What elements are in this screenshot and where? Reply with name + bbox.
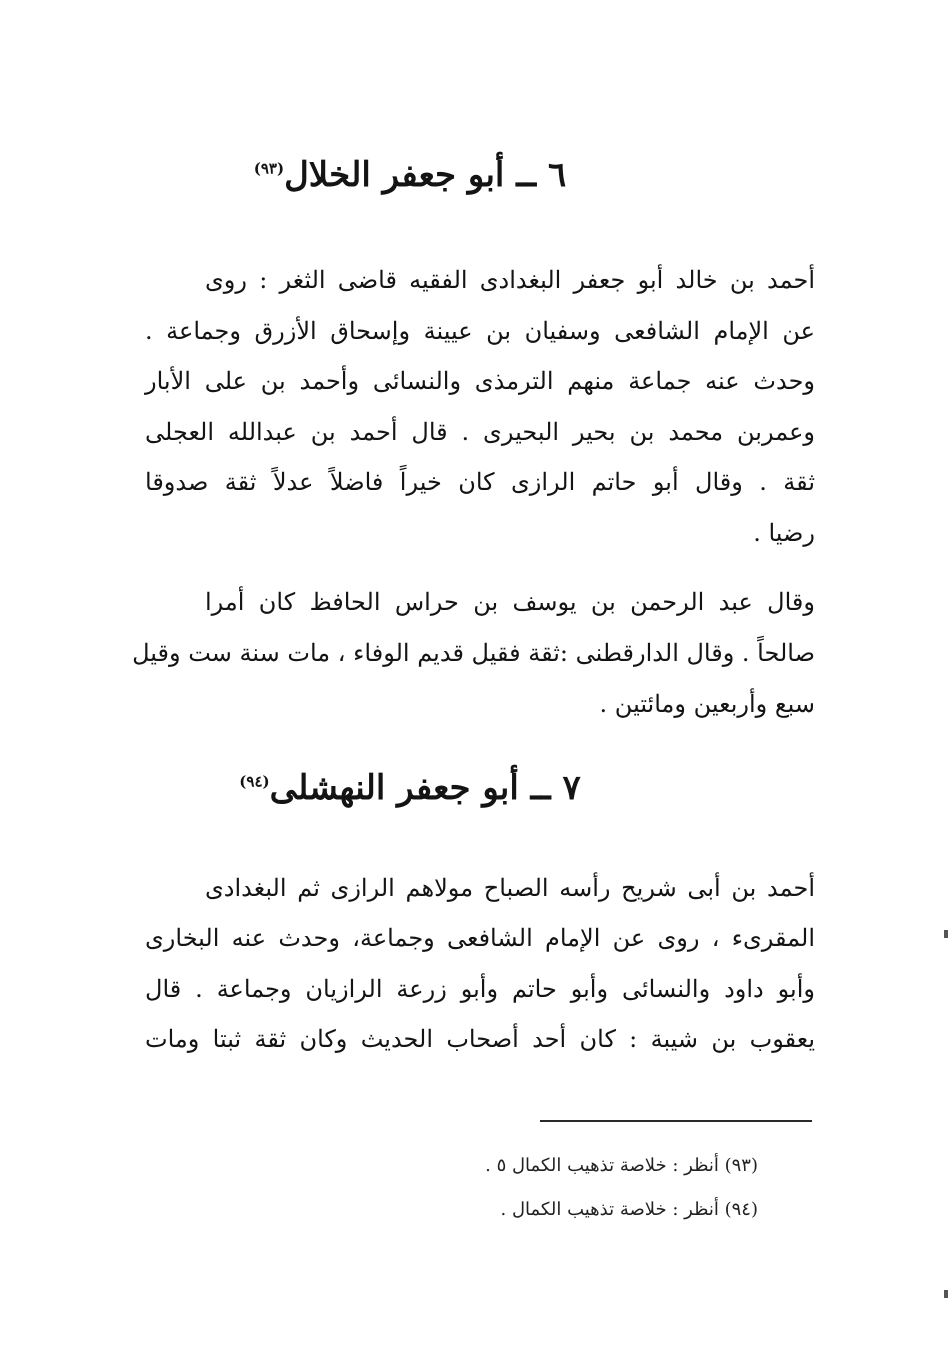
text-line: يعقوب بن شيبة : كان أحد أصحاب الحديث وكان ثقة ثبتا ومات — [145, 1025, 816, 1053]
text-line: وحدث عنه جماعة منهم الترمذى والنسائى وأحمد بن على الأبار — [145, 367, 815, 395]
text-line: أحمد بن أبى شريح رأسه الصباح مولاهم الرازى ثم البغدادى — [205, 874, 815, 902]
section-title: أبو جعفر النهشلى — [269, 768, 519, 808]
footnote: (٩٣) أنظر : خلاصة تذهيب الكمال ٥ . — [485, 1155, 758, 1176]
footnote-ref: (٩٤) — [239, 772, 270, 791]
section-dash: ــ — [530, 768, 551, 808]
section-number: ٦ — [547, 155, 567, 195]
section-number: ٧ — [562, 768, 581, 808]
section-title: أبو جعفر الخلال — [284, 155, 505, 195]
text-line: ثقة . وقال أبو حاتم الرازى كان خيراً فاضلاً عدلاً ثقة صدوقا — [145, 468, 815, 496]
text-line: رضيا . — [753, 519, 815, 547]
text-line: المقرىء ، روى عن الإمام الشافعى وجماعة، وحدث عنه البخارى — [145, 924, 815, 952]
scan-mark — [944, 930, 948, 938]
text-line: أحمد بن خالد أبو جعفر البغدادى الفقيه قاضى الثغر : روى — [205, 266, 815, 294]
scan-mark — [944, 1290, 948, 1298]
footnote-separator — [540, 1120, 812, 1122]
text-line: عن الإمام الشافعى وسفيان بن عيينة وإسحاق الأزرق وجماعة . — [145, 317, 815, 345]
text-line: وعمربن محمد بن بحير البحيرى . قال أحمد بن عبدالله العجلى — [145, 418, 815, 446]
text-line: سبع وأربعين ومائتين . — [599, 690, 815, 718]
section-heading-6 — [140, 153, 680, 197]
section-dash: ــ — [516, 155, 537, 195]
section-heading-7 — [140, 766, 680, 810]
footnote-ref: (٩٣) — [253, 159, 285, 178]
text-line: صالحاً . وقال الدارقطنى :ثقة فقيل قديم الوفاء ، مات سنة ست وقيل — [132, 639, 815, 667]
footnote: (٩٤) أنظر : خلاصة تذهيب الكمال . — [500, 1199, 758, 1220]
text-line: وقال عبد الرحمن بن يوسف بن حراس الحافظ كان أمرا — [205, 588, 815, 616]
text-line: وأبو داود والنسائى وأبو حاتم وأبو زرعة الرازيان وجماعة . قال — [145, 975, 815, 1003]
